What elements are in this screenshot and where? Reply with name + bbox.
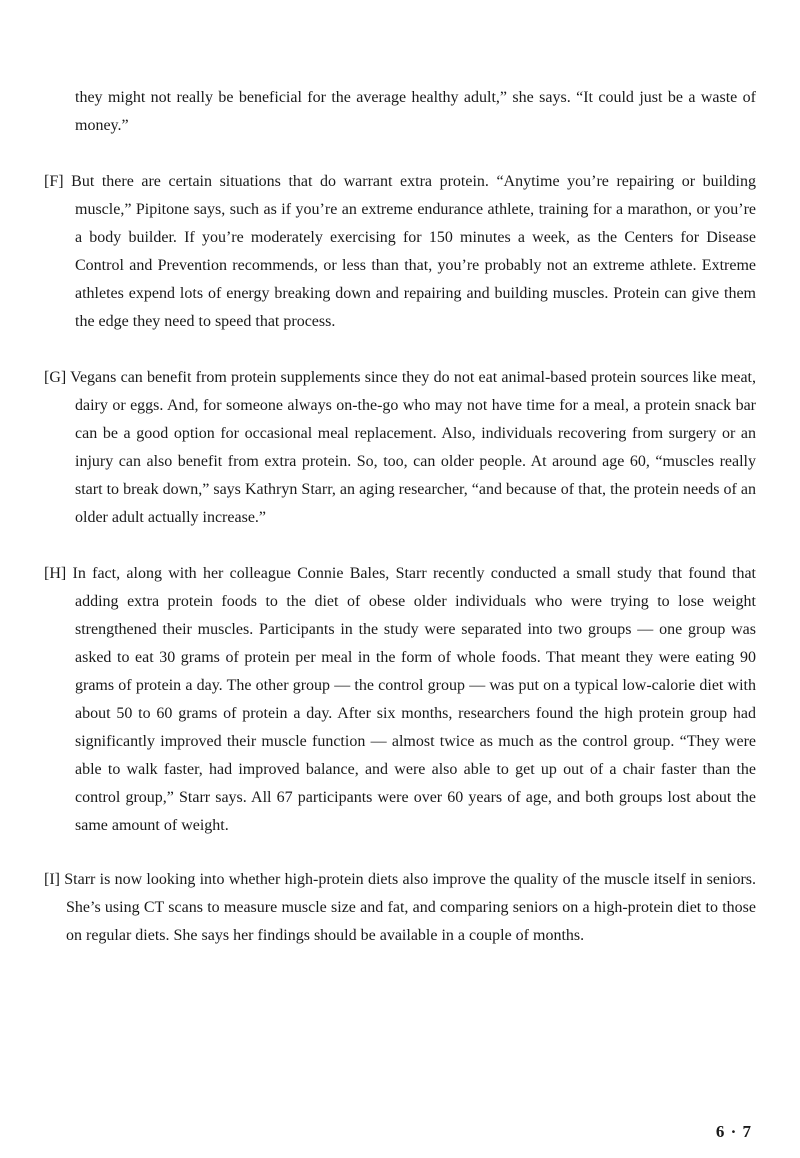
paragraph-tag: [F] (44, 173, 64, 190)
paragraph-f (44, 168, 756, 336)
paragraph-continued (75, 84, 756, 140)
paragraph-h (44, 560, 756, 840)
paragraph-g (44, 364, 756, 532)
paragraph-text: Starr is now looking into whether high-protein diets also improve the quality of the muscle itself in seniors. She’s using CT scans to measure muscle size and fat, and comparing seniors on a high-protein diet to those on regular diets. She says her findings should be available in a couple of months. (64, 871, 756, 944)
paragraph-tag: [I] (44, 871, 60, 888)
paragraph-text: Vegans can benefit from protein supplements since they do not eat animal-based protein sources like meat, dairy or eggs. And, for someone always on-the-go who may not have time for a meal, a protein snack bar can be a good option for occasional meal replacement. Also, individuals recovering from surgery or an injury can also benefit from extra protein. So, too, can older people. At around age 60, “muscles really start to break down,” says Kathryn Starr, an aging researcher, “and because of that, the protein needs of an older adult actually increase.” (70, 369, 756, 526)
paragraph-text: In fact, along with her colleague Connie Bales, Starr recently conducted a small study that found that adding extra protein foods to the diet of obese older individuals who were trying to lose weight strengthened their muscles. Participants in the study were separated into two groups — one group was asked to eat 30 grams of protein per meal in the form of whole foods. That meant they were eating 90 grams of protein a day. The other group — the control group — was put on a typical low-calorie diet with about 50 to 60 grams of protein a day. After six months, researchers found the high protein group had significantly improved their muscle function — almost twice as much as the control group. “They were able to walk faster, had improved balance, and were also able to get up out of a chair faster than the control group,” Starr says. All 67 participants were over 60 years of age, and both groups lost about the same amount of weight. (72, 565, 757, 834)
paragraph-tag: [H] (44, 565, 67, 582)
paragraph-tag: [G] (44, 369, 67, 386)
paragraph-text: they might not really be beneficial for the average healthy adult,” she says. “It could just be a waste of money.” (75, 89, 756, 134)
paragraph-text: But there are certain situations that do warrant extra protein. “Anytime you’re repairing or building muscle,” Pipitone says, such as if you’re an extreme endurance athlete, training for a marathon, or you’re a body builder. If you’re moderately exercising for 150 minutes a week, as the Centers for Disease Control and Prevention recommends, or less than that, you’re probably not an extreme athlete. Extreme athletes expend lots of energy breaking down and repairing and building muscles. Protein can give them the edge they need to speed that process. (71, 173, 757, 330)
page-number: 6 · 7 (715, 1122, 752, 1141)
paragraph-i (44, 866, 756, 950)
